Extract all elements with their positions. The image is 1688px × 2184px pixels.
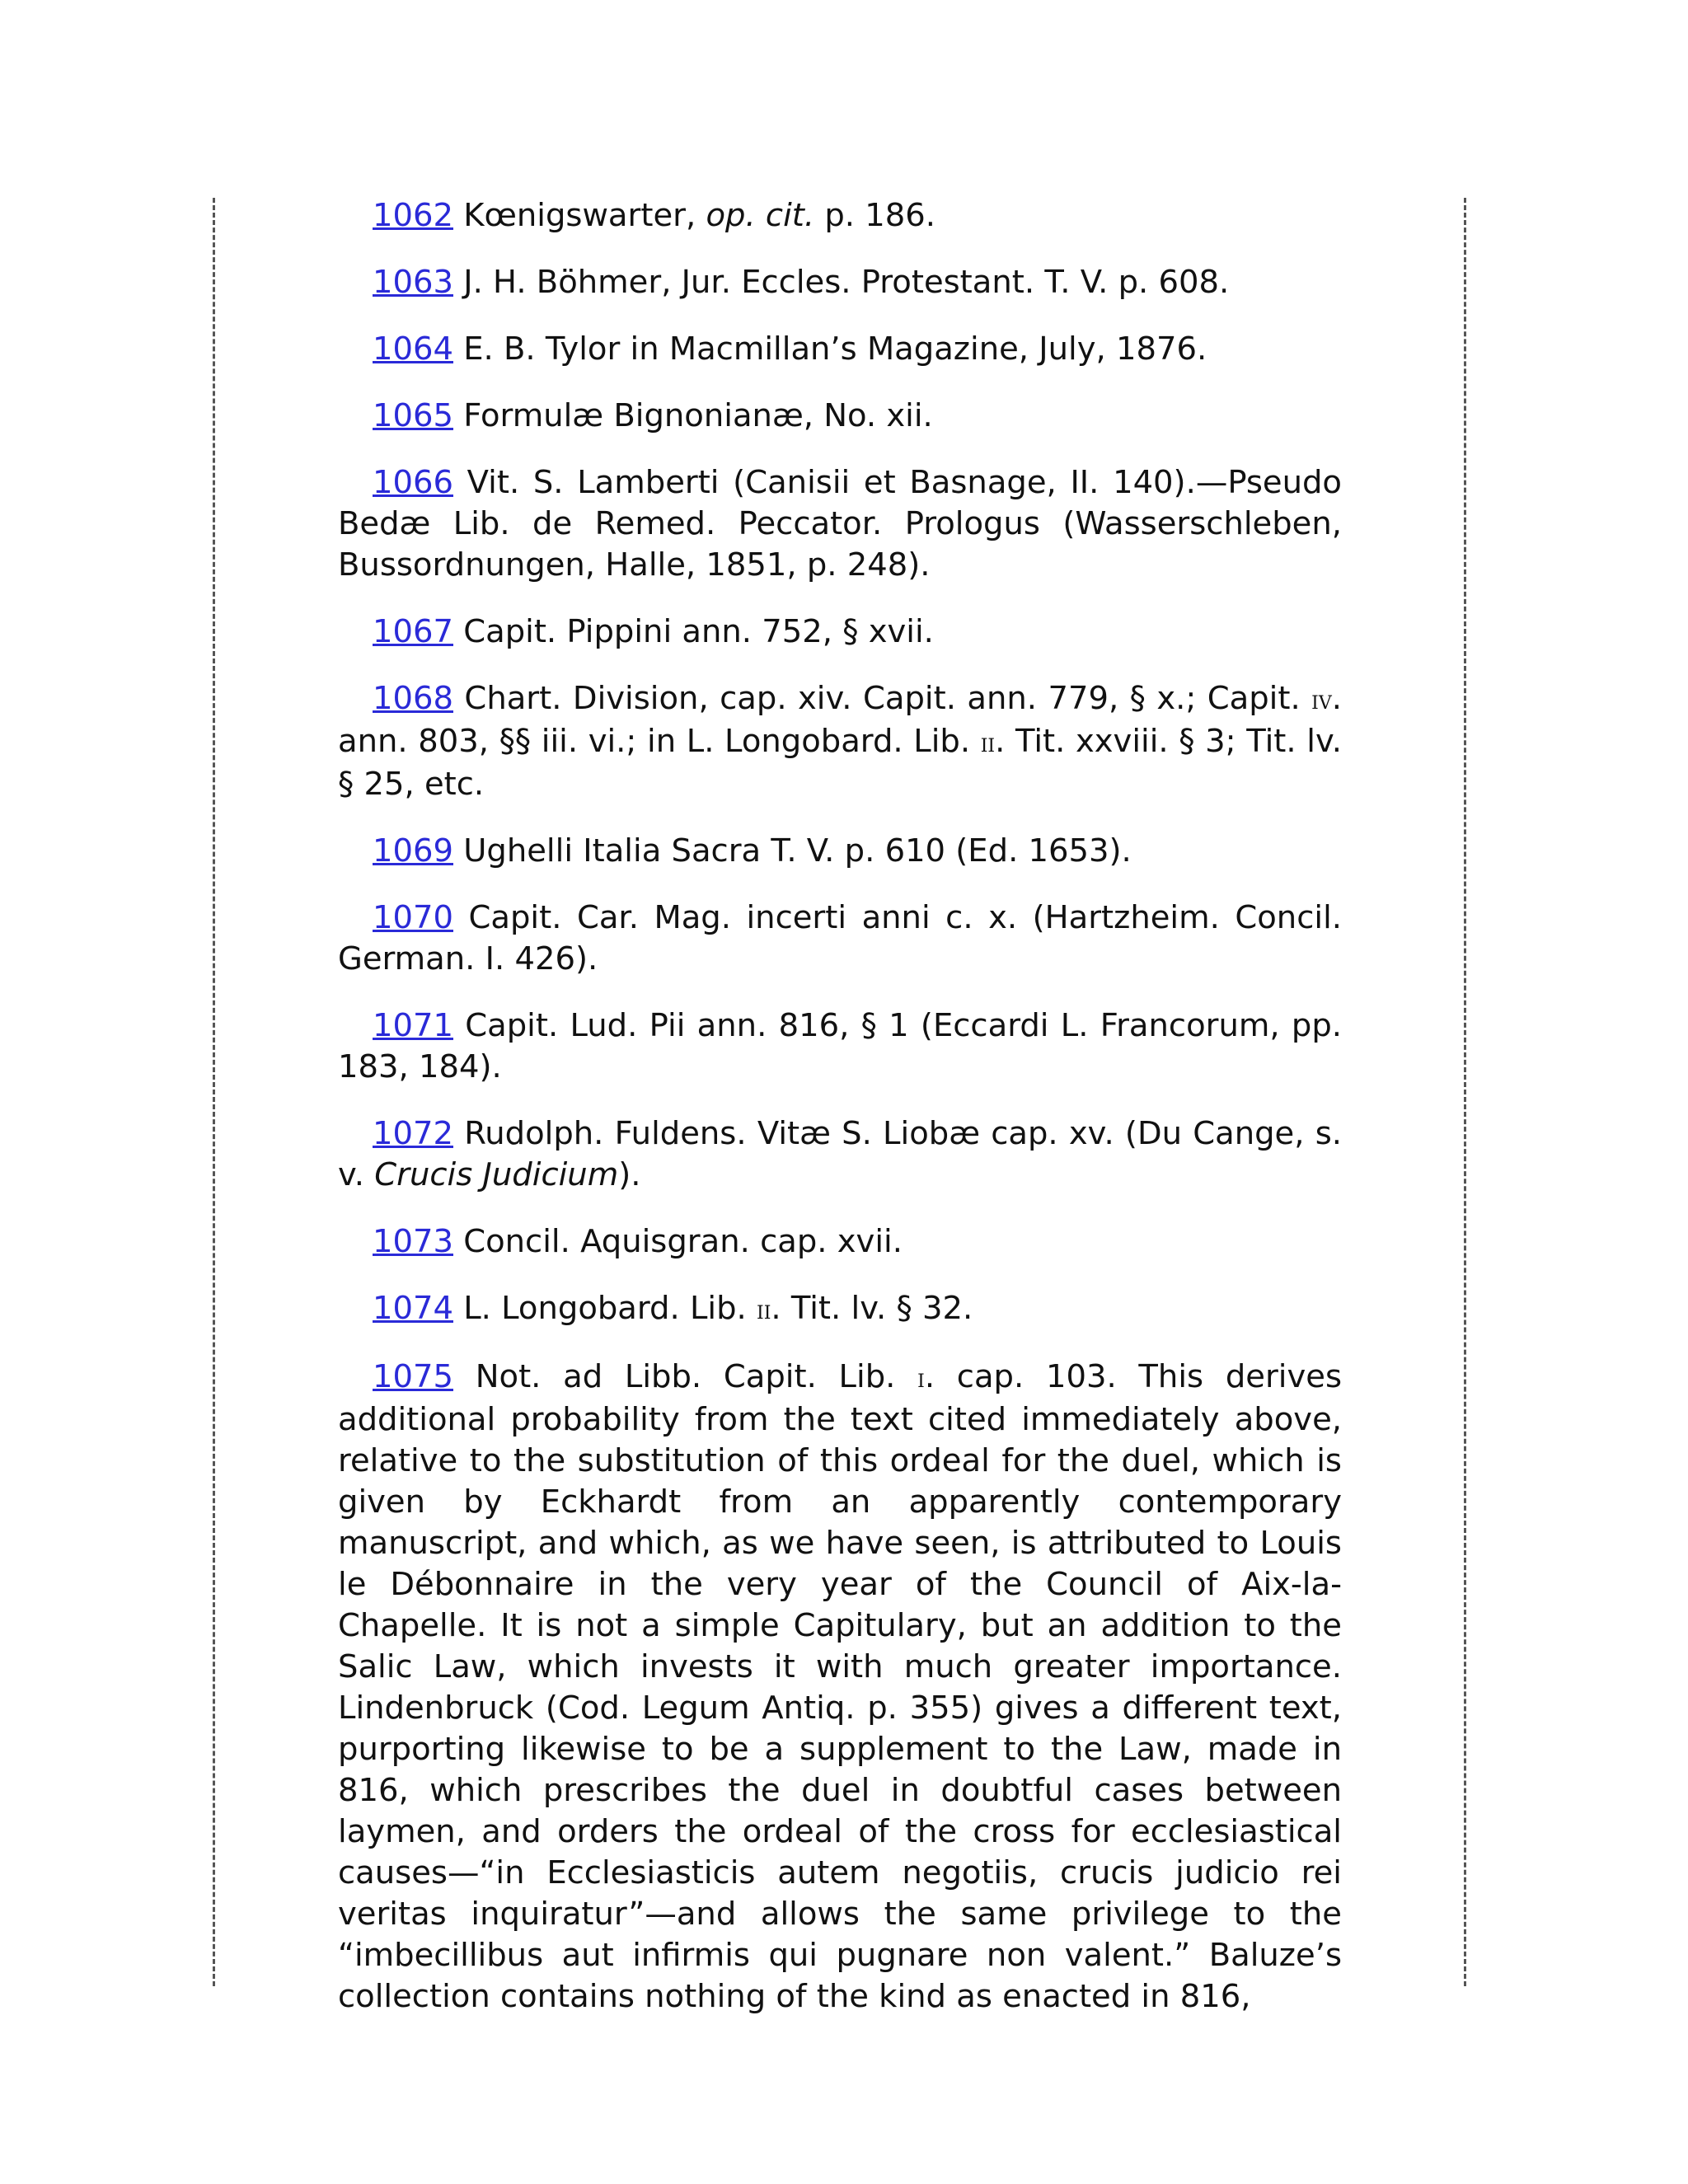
- footnote-text: Kœnigswarter,: [452, 197, 706, 234]
- footnote-ref-link[interactable]: 1069: [373, 832, 453, 869]
- footnote-ref-link[interactable]: 1068: [373, 680, 453, 717]
- footnote-ref-link[interactable]: 1065: [373, 397, 453, 434]
- footnote-ref-link[interactable]: 1067: [373, 613, 453, 650]
- footnote-1065: [338, 396, 1342, 437]
- footnote-text: Chart. Division, cap. xiv. Capit. ann. 779, § x.; Capit.: [452, 680, 1312, 717]
- footnote-ref-link[interactable]: 1070: [373, 899, 453, 936]
- footnote-1062: [338, 195, 1342, 237]
- italic-text: Crucis Judicium: [374, 1156, 619, 1193]
- footnote-1071: [338, 1005, 1342, 1088]
- footnote-1074: [338, 1288, 1342, 1331]
- footnote-1064: [338, 329, 1342, 370]
- footnote-1072: [338, 1113, 1342, 1196]
- footnote-1063: [338, 262, 1342, 303]
- footnote-1073: [338, 1221, 1342, 1263]
- footnote-text: Capit. Car. Mag. incerti anni c. x. (Hartzheim. Concil. German. I. 426).: [338, 899, 1342, 977]
- footnote-text: Ughelli Italia Sacra T. V. p. 610 (Ed. 1653).: [452, 832, 1132, 869]
- small-caps-numeral: ii: [980, 729, 996, 758]
- footnote-ref-link[interactable]: 1073: [373, 1223, 453, 1260]
- footnote-ref-link[interactable]: 1062: [373, 197, 453, 234]
- footnote-text: Concil. Aquisgran. cap. xvii.: [452, 1223, 903, 1260]
- footnote-text: Rudolph. Fuldens. Vitæ S. Liobæ cap. xv. (Du Cange, s. v.: [338, 1115, 1342, 1193]
- footnote-text: . Tit. lv. § 32.: [771, 1290, 973, 1327]
- footnote-text: Capit. Pippini ann. 752, § xvii.: [452, 613, 934, 650]
- footnote-text: E. B. Tylor in Macmillan’s Magazine, July, 1876.: [452, 330, 1207, 368]
- footnote-text: Capit. Lud. Pii ann. 816, § 1 (Eccardi L. Francorum, pp. 183, 184).: [338, 1007, 1342, 1085]
- footnote-text: Formulæ Bignonianæ, No. xii.: [452, 397, 933, 434]
- footnote-text: ).: [618, 1156, 641, 1193]
- footnote-ref-link[interactable]: 1072: [373, 1115, 453, 1152]
- footnote-list: [338, 195, 1342, 2043]
- footnote-text: Not. ad Libb. Capit. Lib.: [452, 1358, 918, 1395]
- small-caps-numeral: ii: [757, 1296, 771, 1325]
- footnote-ref-link[interactable]: 1074: [373, 1290, 453, 1327]
- footnote-1068: [338, 678, 1342, 805]
- footnote-text: . Tit. xxviii. § 3; Tit. lv. § 25, etc.: [338, 723, 1342, 803]
- small-caps-numeral: i: [917, 1364, 925, 1394]
- footnote-ref-link[interactable]: 1063: [373, 264, 453, 301]
- page-border-left: [213, 198, 215, 1986]
- footnote-text: . cap. 103. This derives additional probability from the text cited immediately above, relative to the substitution of this ordeal for the duel, which is given by Eckhardt from an apparently contemporary manuscript, and which, as we have seen, is attributed to Louis le Débonnaire in the very year of the Council of Aix-la-Chapelle. It is not a simple Capitulary, but an addition to the Salic Law, which invests it with much greater importance. Lindenbruck (Cod. Legum Antiq. p. 355) gives a different text, purporting likewise to be a supplement to the Law, made in 816, which prescribes the duel in doubtful cases between laymen, and orders the ordeal of the cross for ecclesiastical causes—“in Ecclesiasticis autem negotiis, crucis judicio rei veritas inquiratur”—and allows the same privilege to the “imbecillibus aut infirmis qui pugnare non valent.” Baluze’s collection contains nothing of the kind as enacted in 816,: [338, 1358, 1342, 2015]
- footnote-text: . ann. 803, §§ iii. vi.; in L. Longobard. Lib.: [338, 680, 1342, 760]
- footnote-text: L. Longobard. Lib.: [452, 1290, 757, 1327]
- footnote-text: Vit. S. Lamberti (Canisii et Basnage, II. 140).—Pseudo Bedæ Lib. de Remed. Peccator. Prologus (Wasserschleben, Bussordnungen, Halle, 1851, p. 248).: [338, 464, 1342, 583]
- page-border-right: [1464, 198, 1466, 1986]
- footnote-text: J. H. Böhmer, Jur. Eccles. Protestant. T. V. p. 608.: [452, 264, 1230, 301]
- footnote-ref-link[interactable]: 1064: [373, 330, 453, 368]
- footnote-text: p. 186.: [814, 197, 936, 234]
- footnote-ref-link[interactable]: 1071: [373, 1007, 453, 1044]
- footnote-1066: [338, 462, 1342, 586]
- footnote-1067: [338, 612, 1342, 653]
- small-caps-numeral: iv: [1311, 686, 1332, 715]
- italic-text: op. cit.: [706, 197, 815, 234]
- footnote-ref-link[interactable]: 1066: [373, 464, 453, 501]
- footnote-1075: [338, 1357, 1342, 2018]
- footnote-1069: [338, 831, 1342, 872]
- footnote-ref-link[interactable]: 1075: [373, 1358, 453, 1395]
- footnote-1070: [338, 898, 1342, 980]
